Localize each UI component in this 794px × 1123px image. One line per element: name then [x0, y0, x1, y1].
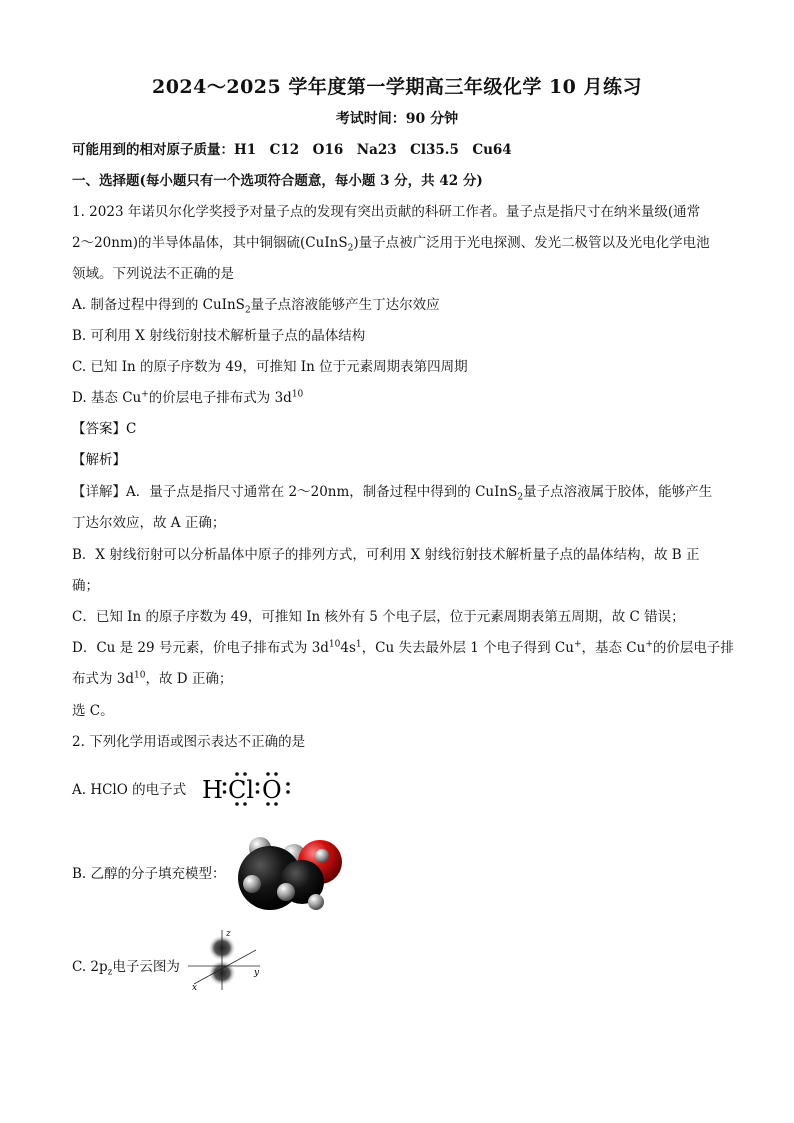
- 2pz-electron-cloud-diagram: [186, 928, 272, 992]
- q1-option-a: A. 制备过程中得到的 CuInS$_2$量子点溶液能够产生丁达尔效应: [72, 297, 440, 316]
- z-axis-label: z: [226, 929, 231, 939]
- q1-stem-line2: 2～20nm)的半导体晶体，其中铜铟硫(CuInS$_2$)量子点被广泛用于光电探测、发光二极管以及光电化学电池: [72, 235, 710, 254]
- q2-option-a: A. HClO 的电子式: [72, 782, 187, 798]
- section-heading: 一、选择题(每小题只有一个选项符合题意，每小题 3 分，共 42 分): [72, 173, 483, 189]
- atomic-masses: 可能用到的相对原子质量：H1 C12 O16 Na23 Cl35.5 Cu64: [72, 142, 512, 158]
- q1-detail-line3: B．X 射线衍射可以分析晶体中原子的排列方式，可利用 X 射线衍射技术解析量子点的晶体结构，故 B 正: [72, 547, 700, 563]
- q1-stem-line3: 领域。下列说法不正确的是: [72, 266, 234, 282]
- hclo-h-symbol: H: [202, 776, 223, 804]
- q1-detail-line2: 丁达尔效应，故 A 正确；: [72, 515, 226, 531]
- hclo-electron-formula: [200, 768, 300, 810]
- q1-detail-line5: C．已知 In 的原子序数为 49，可推知 In 核外有 5 个电子层，位于元素周期表第五周期，故 C 错误；: [72, 609, 685, 625]
- q1-option-b: B. 可利用 X 射线衍射技术解析量子点的晶体结构: [72, 328, 366, 344]
- q2-option-c: C. $2p_z$电子云图为: [72, 959, 180, 978]
- hclo-o-symbol: O: [262, 776, 282, 804]
- hydrogen-atom: [315, 849, 329, 863]
- x-axis-label: x: [192, 983, 198, 992]
- q2-option-b: B. 乙醇的分子填充模型：: [72, 866, 226, 882]
- q1-stem-line1: 1. 2023 年诺贝尔化学奖授予对量子点的发现有突出贡献的科研工作者。量子点是指尺寸在纳米量级(通常: [72, 204, 701, 220]
- ethanol-space-filling-model: [232, 832, 352, 916]
- q1-option-d: D. 基态 Cu+的价层电子排布式为 $3d^{10}$: [72, 389, 304, 406]
- q1-detail-line6: D．Cu 是 29 号元素，价电子排布式为 $3d^{10}4s^1$，Cu 失去最外层 1 个电子得到 Cu+，基态 Cu+的价层电子排: [72, 639, 734, 656]
- exam-time: 考试时间：90 分钟: [335, 111, 459, 127]
- y-axis-label: y: [254, 968, 260, 978]
- q1-answer: 【答案】C: [72, 421, 137, 437]
- hclo-cl-symbol: Cl: [228, 776, 255, 804]
- q1-detail-line7: 布式为 $3d^{10}$，故 D 正确；: [72, 670, 233, 687]
- q1-analysis-label: 【解析】: [72, 452, 126, 468]
- q2-stem: 2. 下列化学用语或图示表达不正确的是: [72, 734, 306, 750]
- hydrogen-atom: [277, 883, 295, 901]
- q1-detail-line1: 【详解】A．量子点是指尺寸通常在 2～20nm，制备过程中得到的 CuInS$_2$量子点溶液属于胶体，能够产生: [72, 484, 713, 503]
- q1-detail-line4: 确；: [72, 578, 99, 594]
- q1-option-c: C. 已知 In 的原子序数为 49，可推知 In 位于元素周期表第四周期: [72, 359, 468, 375]
- hydrogen-atom: [243, 875, 261, 893]
- q1-conclusion: 选 C。: [72, 703, 114, 719]
- hydrogen-atom: [308, 894, 324, 910]
- page-title: 2024～2025 学年度第一学期高三年级化学 10 月练习: [151, 76, 643, 98]
